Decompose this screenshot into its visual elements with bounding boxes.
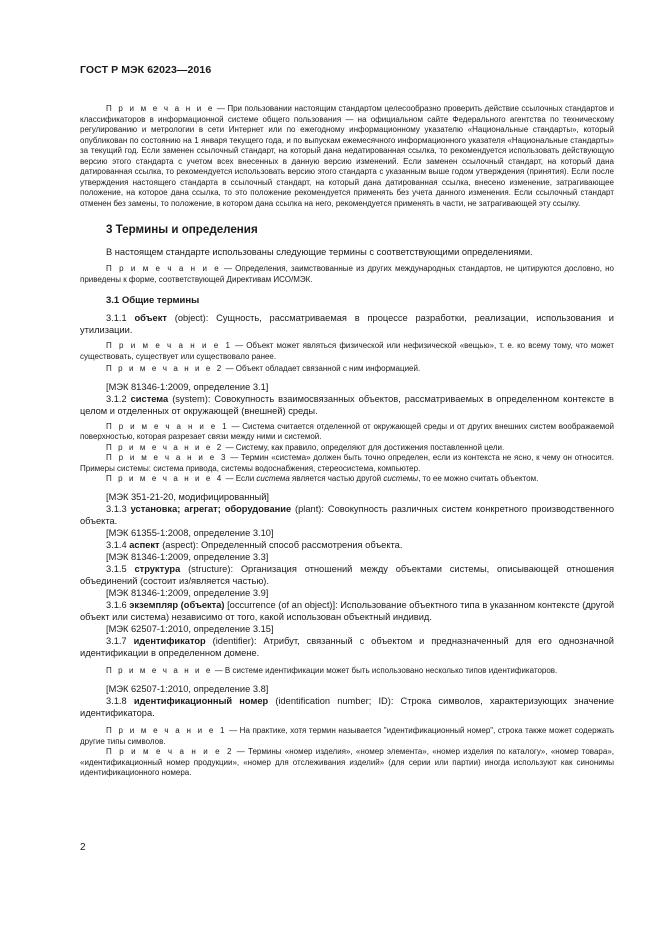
note-label: П р и м е ч а н и е 1 — [106, 421, 229, 431]
intro-note — [80, 104, 614, 209]
term-definition: (identification number; ID): Строка символов, характеризующих значение идентификатора. — [80, 696, 615, 718]
subsection-3-1-title: 3.1 Общие термины — [106, 295, 200, 306]
term-3-1-7-note — [80, 666, 614, 677]
term-3-1-4 — [80, 539, 614, 551]
note-label: П р и м е ч а н и е 2 — [106, 747, 234, 756]
term-definition: (plant): Совокупность различных систем конкретного производственного объекта. — [80, 503, 615, 526]
note-text: — Если — [223, 474, 257, 483]
section-3-note — [80, 264, 614, 285]
term-number: 3.1.8 — [106, 696, 134, 706]
note-label: П р и м е ч а н и е 3 — [106, 453, 228, 462]
term-3-1-8-note-1 — [80, 726, 614, 747]
term-3-1-3-source: [МЭК 61355-1:2008, определение 3.10] — [106, 527, 274, 538]
note-label: П р и м е ч а н и е 2 — [106, 442, 224, 452]
note-text: — Система считается отделенной от окружающей среды и от других внешних систем воображаемой поверхностью, которая разрезает связи между ними и системой. — [80, 421, 614, 441]
page-number: 2 — [80, 842, 86, 853]
term-3-1-5 — [80, 563, 614, 587]
term-3-1-2-note-3 — [80, 453, 614, 474]
term-3-1-2 — [80, 393, 614, 417]
term-name: установка; агрегат; оборудование — [130, 503, 292, 514]
note-text: — Систему, как правило, определяют для достижения поставленной цели. — [223, 442, 505, 452]
term-3-1-3 — [80, 503, 614, 527]
term-3-1-7 — [80, 635, 614, 659]
note-text: — Термины «номер изделия», «номер элемента», «номер изделия по каталогу», «номер товара», «идентификационный номер продукции», «номер для отслеживания изделий» (для серии или партии) иногда используют как синонимы идентификационного номера. — [80, 747, 614, 777]
term-name: идентификатор — [133, 635, 206, 646]
term-3-1-1 — [80, 312, 614, 336]
note-text: — Термин «система» должен быть точно определен, если из контекста не ясно, к чему он относится. Примеры системы: система привода, системы водоснабжения, стереосистема, компьютер. — [80, 453, 614, 473]
term-3-1-2-note-1 — [80, 422, 614, 443]
term-number: 3.1.3 — [106, 503, 131, 514]
term-name: аспект — [129, 539, 160, 550]
term-3-1-4-source: [МЭК 81346-1:2009, определение 3.3] — [106, 551, 269, 562]
term-definition: [occurrence (of an object)]: Использование объектного типа в указанном контексте (другой объект или система) независимо от того, какой использован объектный индивид. — [80, 599, 615, 622]
document-header: ГОСТ Р МЭК 62023—2016 — [80, 64, 212, 76]
term-3-1-7-source: [МЭК 62507-1:2010, определение 3.8] — [106, 684, 269, 694]
note-text: — В системе идентификации может быть использовано несколько типов идентификаторов. — [212, 665, 558, 675]
term-name: идентификационный номер — [133, 696, 269, 706]
note-text: — Объект обладает связанной с ним информацией. — [223, 364, 421, 373]
note-italic: системы — [383, 474, 419, 483]
note-text: — Определения, заимствованные из других международных стандартов, не цитируются дословно, но приведены к форме, соответствующей Директивам ИСО/МЭК. — [80, 264, 614, 284]
term-number: 3.1.5 — [106, 563, 135, 574]
term-number: 3.1.1 — [106, 313, 135, 323]
term-definition: (aspect): Определенный способ рассмотрения объекта. — [159, 539, 403, 550]
term-3-1-5-source: [МЭК 81346-1:2009, определение 3.9] — [106, 587, 269, 598]
term-name: система — [130, 393, 169, 404]
term-number: 3.1.7 — [106, 635, 134, 646]
term-3-1-2-note-2 — [80, 443, 614, 454]
note-label: П р и м е ч а н и е — [106, 665, 213, 675]
term-3-1-1-note-1 — [80, 341, 614, 362]
term-definition: (identifier): Атрибут, связанный с объектом и предназначенный для его однозначной идентификации в определенном домене. — [80, 635, 614, 658]
term-name: экземпляр (объекта) — [129, 599, 225, 610]
term-number: 3.1.2 — [106, 393, 131, 404]
note-text: — Объект может являться физической или нефизической «вещью», т. е. ко всему тому, что может существовать, существует или существовало ранее. — [80, 341, 614, 361]
term-name: объект — [134, 313, 167, 323]
note-text: , то ее можно считать объектом. — [418, 474, 539, 483]
section-3-intro: В настоящем стандарте использованы следующие термины с соответствующими определениями. — [106, 247, 533, 257]
note-label: П р и м е ч а н и е — [106, 104, 215, 113]
term-3-1-1-source: [МЭК 81346-1:2009, определение 3.1] — [106, 381, 269, 392]
term-number: 3.1.6 — [106, 599, 130, 610]
note-label: П р и м е ч а н и е 4 — [106, 474, 224, 483]
term-number: 3.1.4 — [106, 539, 130, 550]
term-definition: (structure): Организация отношений между объектами системы, описывающей отношения объединений (состоит из/является частью). — [80, 563, 614, 586]
note-label: П р и м е ч а н и е 1 — [106, 726, 227, 735]
note-label: П р и м е ч а н и е — [106, 264, 221, 273]
note-text: — При пользовании настоящим стандартом целесообразно проверить действие ссылочных стандартов и классификаторов в информационной системе общего пользования — на официальном сайте Федерального агентства по техническому регулированию и метрологии в сети Интернет или по ежегодному информационному указателю «Национальные стандарты», который опубликован по состоянию на 1 января текущего года, и по выпускам ежемесячного информационного указателя «Национальные стандарты» за текущий год. Если заменен ссылочный стандарт, на который дана недатированная ссылка, то рекомендуется использовать действующую версию этого стандарта с учетом всех внесенных в данную версию изменений. Если заменен ссылочный стандарт, на который дана датированная ссылка, то рекомендуется использовать версию этого стандарта с указанным выше годом утверждения (принятия). Если после утверждения настоящего стандарта в ссылочный стандарт, на который дана датированная ссылка, внесено изменение, затрагивающее положение, на которое дана ссылка, то это положение рекомендуется применять без учета данного изменения. Если ссылочный стандарт отменен без замены, то положение, в котором дана ссылка на него, рекомендуется применять в части, не затрагивающей эту ссылку. — [80, 104, 614, 208]
note-label: П р и м е ч а н и е 2 — [106, 364, 224, 373]
term-definition: (system): Совокупность взаимосвязанных объектов, рассматриваемых в определенном контексте в целом и отделенных от окружающей (внешней) среды. — [80, 393, 614, 416]
term-3-1-8 — [80, 695, 614, 719]
term-definition: (object): Сущность, рассматриваемая в процессе разработки, реализации, использования и утилизации. — [80, 313, 614, 335]
note-text: — На практике, хотя термин называется "идентификационный номер", строка также может содержать другие типы символов. — [80, 726, 614, 746]
note-text: является частью другой — [289, 474, 384, 483]
term-3-1-2-note-4 — [80, 474, 614, 485]
page-content — [80, 104, 614, 779]
term-3-1-2-source: [МЭК 351-21-20, модифицированный] — [106, 491, 269, 502]
note-label: П р и м е ч а н и е 1 — [106, 341, 233, 350]
term-3-1-8-note-2 — [80, 747, 614, 779]
section-3-title: 3 Термины и определения — [106, 223, 258, 236]
note-italic: система — [256, 474, 290, 483]
term-3-1-1-note-2 — [80, 364, 614, 375]
term-3-1-6 — [80, 599, 614, 623]
term-name: структура — [134, 563, 181, 574]
term-3-1-6-source: [МЭК 62507-1:2010, определение 3.15] — [106, 623, 274, 634]
